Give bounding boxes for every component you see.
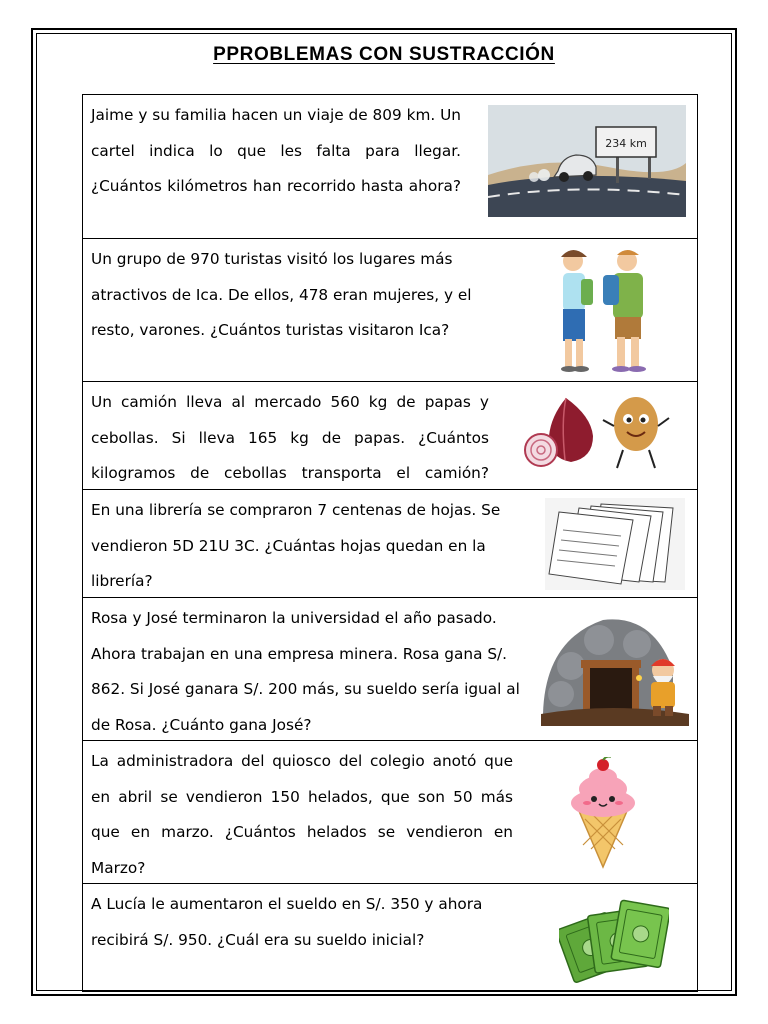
- problem-text-3: Un camión lleva al mercado 560 kg de papas y cebollas. Si lleva 165 kg de papas. ¿Cuántos kilogramos de cebollas transporta el camión?: [91, 393, 489, 482]
- problems-table: [82, 94, 698, 992]
- onion-potato-image: [521, 392, 671, 474]
- problem-row-3: [83, 382, 697, 490]
- sign-distance-label: 234 km: [605, 137, 647, 150]
- problem-row-6: [83, 741, 697, 884]
- problem-text-1: Jaime y su familia hacen un viaje de 809 km. Un cartel indica lo que les falta para llegar. ¿Cuántos kilómetros han recorrido hasta ahora?: [91, 106, 461, 195]
- money-bills-image: [559, 894, 669, 986]
- problem-text-2: Un grupo de 970 turistas visitó los lugares más atractivos de Ica. De ellos, 478 eran mujeres, y el resto, varones. ¿Cuántos turistas visitaron Ica?: [91, 250, 472, 339]
- road-sign-car-image: [488, 105, 686, 217]
- tourists-image: [543, 243, 668, 377]
- problem-row-2: [83, 239, 697, 382]
- problem-row-5: [83, 598, 697, 741]
- problem-row-1: [83, 95, 697, 239]
- problem-text-4: En una librería se compraron 7 centenas de hojas. Se vendieron 5D 21U 3C. ¿Cuántas hojas quedan en la librería?: [91, 501, 501, 590]
- ice-cream-image: [563, 757, 643, 869]
- mine-miner-image: [541, 610, 689, 726]
- problem-text-6: La administradora del quiosco del colegio anotó que en abril se vendieron 150 helados, que son 50 más que en marzo. ¿Cuántos helados se vendieron en Marzo?: [91, 752, 513, 877]
- problem-text-5: Rosa y José terminaron la universidad el año pasado. Ahora trabajan en una empresa minera. Rosa gana S/. 862. Si José ganara S/. 200 más, su sueldo sería igual al de Rosa. ¿Cuánto gana José?: [91, 609, 520, 734]
- paper-sheets-image: [545, 498, 685, 590]
- problem-text-7: A Lucía le aumentaron el sueldo en S/. 350 y ahora recibirá S/. 950. ¿Cuál era su sueldo inicial?: [91, 895, 483, 949]
- problem-row-7: [83, 884, 697, 992]
- page-title: PPROBLEMAS CON SUSTRACCIÓN: [213, 44, 555, 65]
- problem-row-4: [83, 490, 697, 598]
